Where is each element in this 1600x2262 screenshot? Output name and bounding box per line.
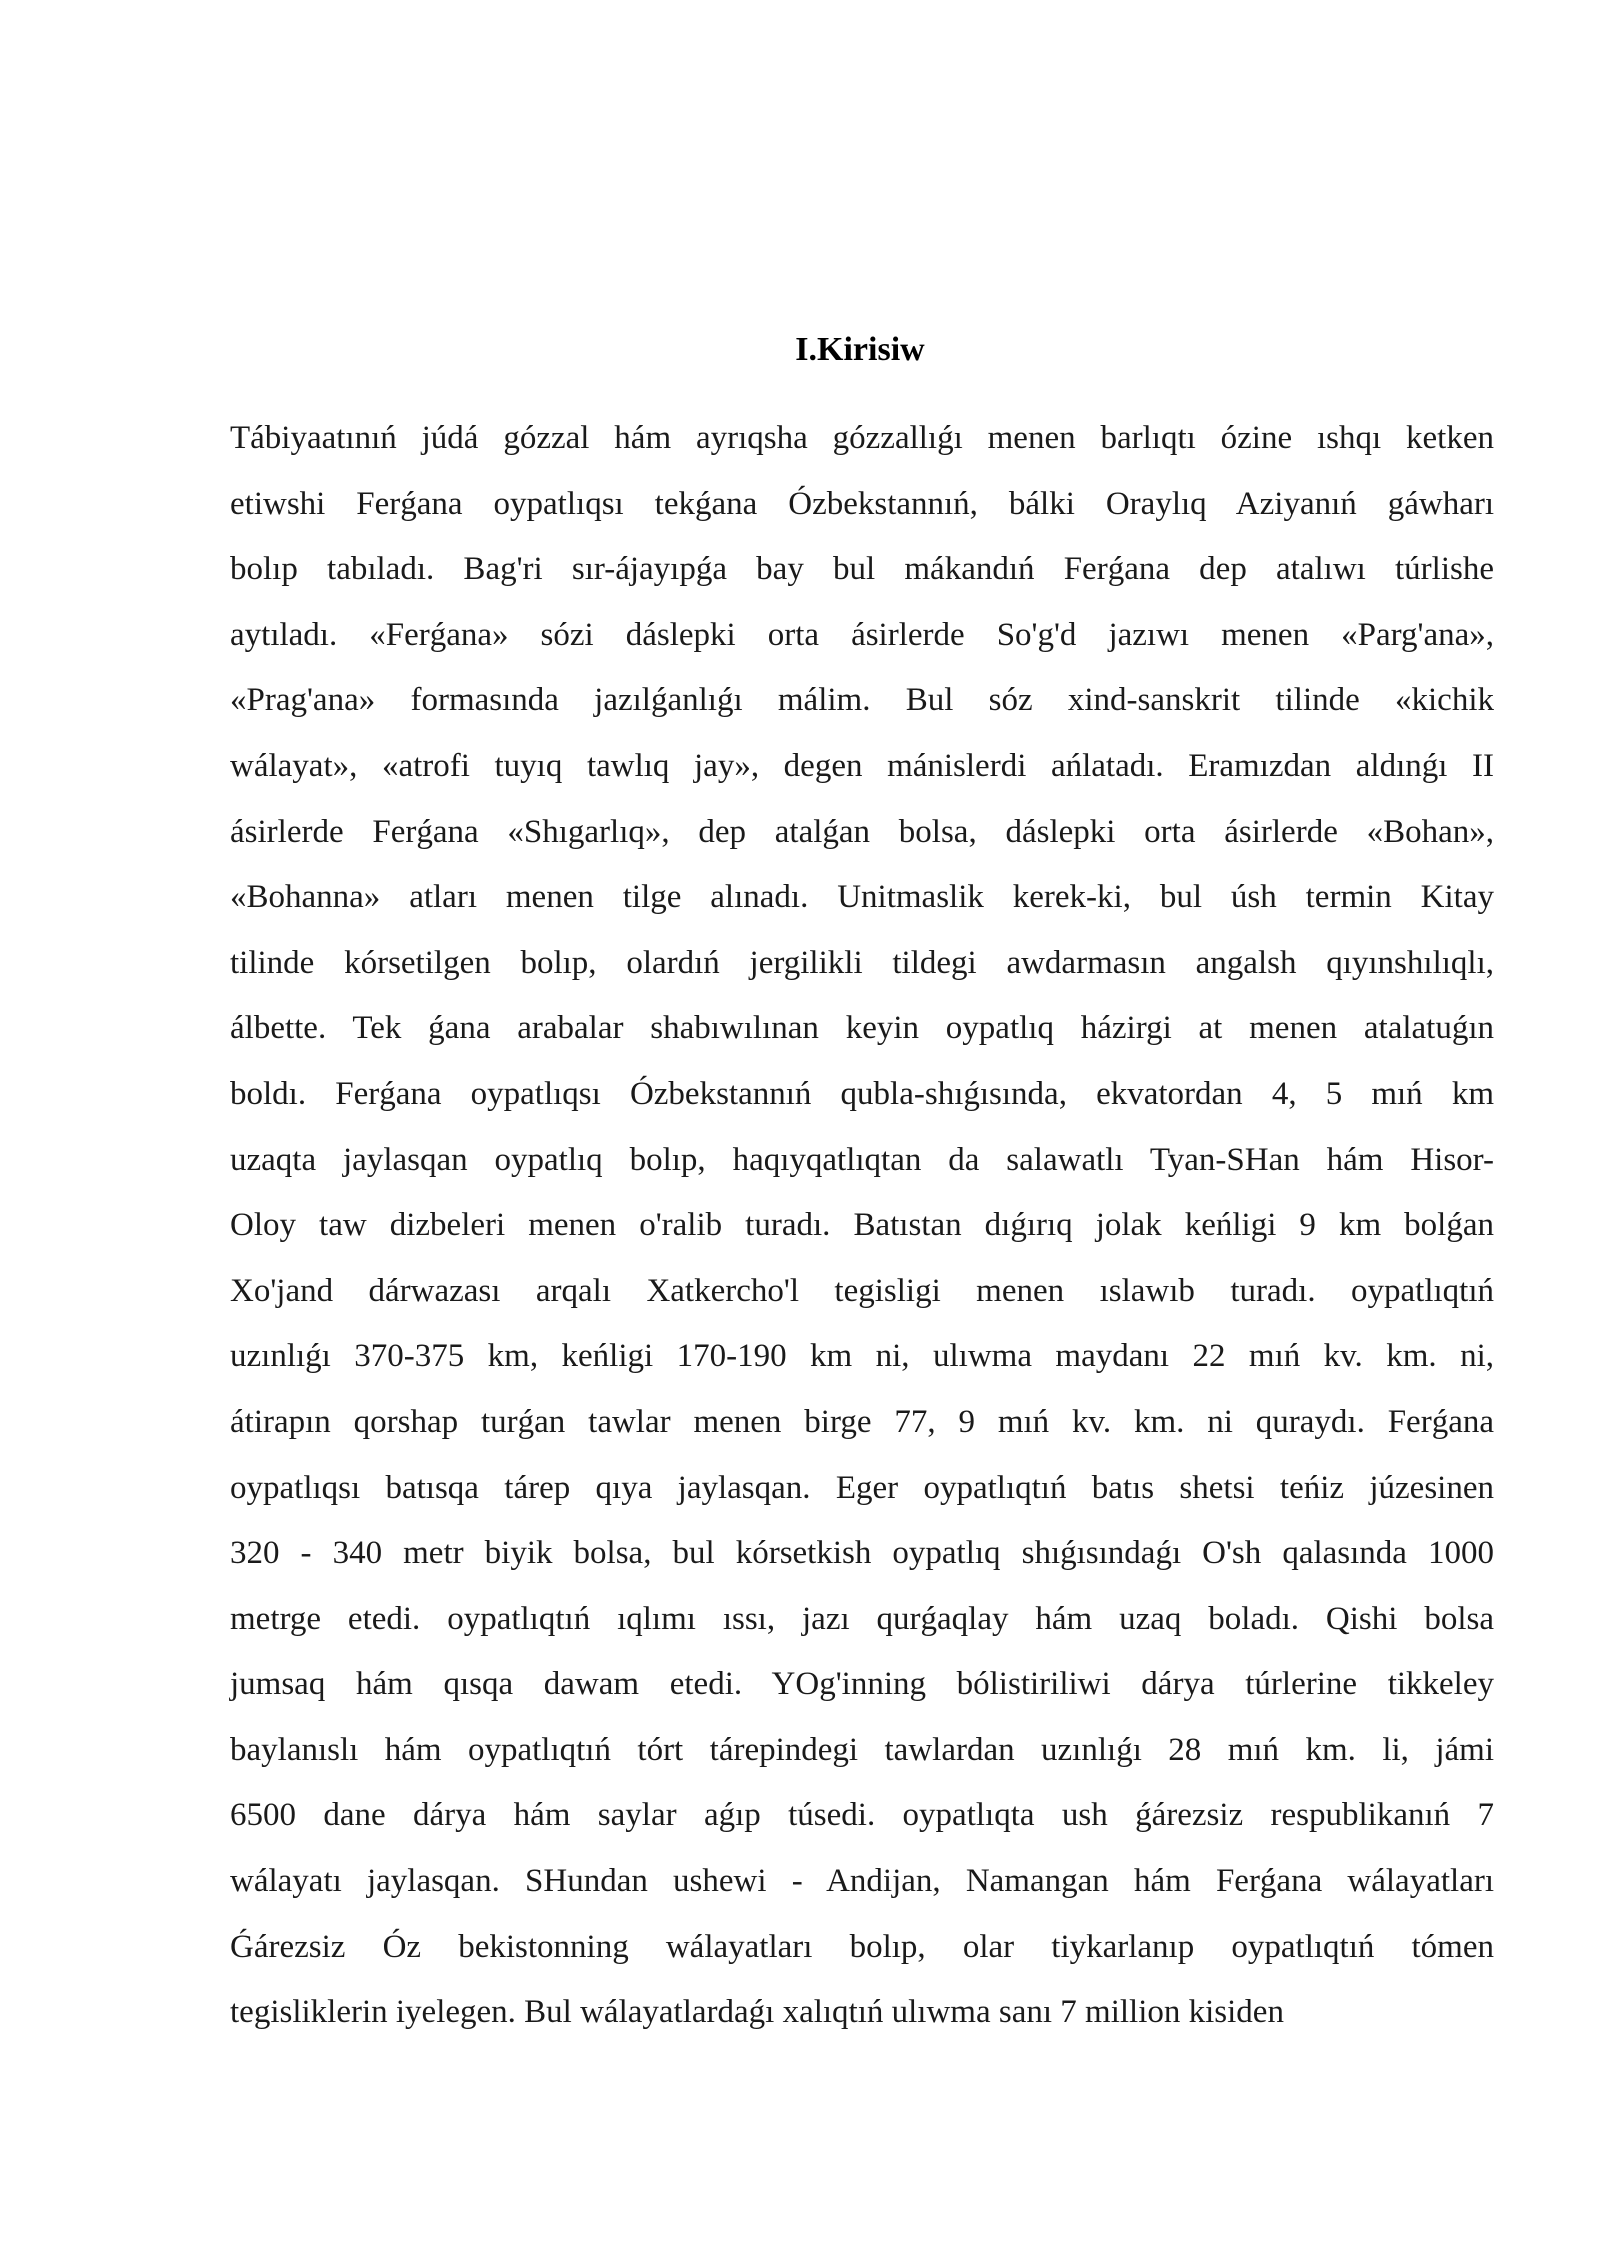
- text-line: «Bohanna» atları menen tilge alınadı. Unitmaslik kerek-ki, bul úsh termin Kitay: [230, 879, 1494, 916]
- text-line: uzaqta jaylasqan oypatlıq bolıp, haqıyqatlıqtan da salawatlı Tyan-SHan hám Hisor-: [230, 1141, 1494, 1178]
- text-line: átirapın qorshap turǵan tawlar menen birge 77, 9 mıń kv. km. ni quraydı. Ferǵana: [230, 1403, 1494, 1440]
- text-line: boldı. Ferǵana oypatlıqsı Ózbekstannıń qubla-shıǵısında, ekvatordan 4, 5 mıń km: [230, 1075, 1494, 1112]
- text-line: Oloy taw dizbeleri menen o'ralib turadı. Batıstan dıǵırıq jolak keńligi 9 km bolǵan: [230, 1207, 1494, 1244]
- section-heading: I.Kirisiw: [795, 331, 925, 368]
- text-line: oypatlıqsı batısqa tárep qıya jaylasqan. Eger oypatlıqtıń batıs shetsi teńiz júzesinen: [230, 1469, 1494, 1506]
- text-line: tilinde kórsetilgen bolıp, olardıń jergilikli tildegi awdarmasın angalsh qıyınshılıqlı,: [230, 944, 1494, 981]
- text-line: 6500 dane dárya hám saylar aǵıp túsedi. oypatlıqta ush ǵárezsiz respublikanıń 7: [230, 1797, 1494, 1834]
- text-line: Tábiyaatınıń júdá gózzal hám ayrıqsha gózzallıǵı menen barlıqtı ózine ıshqı ketken: [230, 420, 1494, 456]
- text-line: ásirlerde Ferǵana «Shıgarlıq», dep atalǵan bolsa, dáslepki orta ásirlerde «Bohan»,: [230, 813, 1494, 850]
- text-line: Ǵárezsiz Óz bekistonning wálayatları bolıp, olar tiykarlanıp oypatlıqtıń tómen: [230, 1928, 1494, 1965]
- text-line: bolıp tabıladı. Bag'ri sır-ájayıpǵa bay bul mákandıń Ferǵana dep atalıwı túrlishe: [230, 551, 1494, 588]
- text-line: álbette. Tek ǵana arabalar shabıwılınan keyin oypatlıq házirgi at menen atalatuǵın: [230, 1010, 1494, 1047]
- text-line: aytıladı. «Ferǵana» sózi dáslepki orta ásirlerde So'g'd jazıwı menen «Parg'ana»,: [230, 616, 1494, 653]
- text-line: 320 - 340 metr biyik bolsa, bul kórsetkish oypatlıq shıǵısındaǵı O'sh qalasında 1000: [230, 1535, 1494, 1572]
- text-line: uzınlıǵı 370-375 km, keńligi 170-190 km ni, ulıwma maydanı 22 mıń kv. km. ni,: [230, 1338, 1494, 1375]
- text-line: etiwshi Ferǵana oypatlıqsı tekǵana Ózbekstannıń, bálki Oraylıq Aziyanıń gáwharı: [230, 485, 1494, 522]
- text-line: jumsaq hám qısqa dawam etedi. YOg'inning bólistiriliwi dárya túrlerine tikkeley: [230, 1666, 1494, 1703]
- text-line: Xo'jand dárwazası arqalı Xatkercho'l tegisligi menen ıslawıb turadı. oypatlıqtıń: [230, 1272, 1494, 1309]
- text-line: wálayatı jaylasqan. SHundan ushewi - Andijan, Namangan hám Ferǵana wálayatları: [230, 1863, 1494, 1900]
- text-line: baylanıslı hám oypatlıqtıń tórt tárepindegi tawlardan uzınlıǵı 28 mıń km. li, jámi: [230, 1731, 1494, 1768]
- text-line: tegisliklerin iyelegen. Bul wálayatlardaǵı xalıqtıń ulıwma sanı 7 million kisiden: [230, 1994, 1284, 2031]
- text-line: metrge etedi. oypatlıqtıń ıqlımı ıssı, jazı qurǵaqlay hám uzaq boladı. Qishi bolsa: [230, 1600, 1494, 1637]
- text-line: «Prag'ana» formasında jazılǵanlıǵı málim. Bul sóz xind-sanskrit tilinde «kichik: [230, 682, 1494, 719]
- text-line: wálayat», «atrofi tuyıq tawlıq jay», degen mánislerdi ańlatadı. Eramızdan aldınǵı II: [230, 747, 1494, 784]
- body-text: [230, 408, 1494, 2048]
